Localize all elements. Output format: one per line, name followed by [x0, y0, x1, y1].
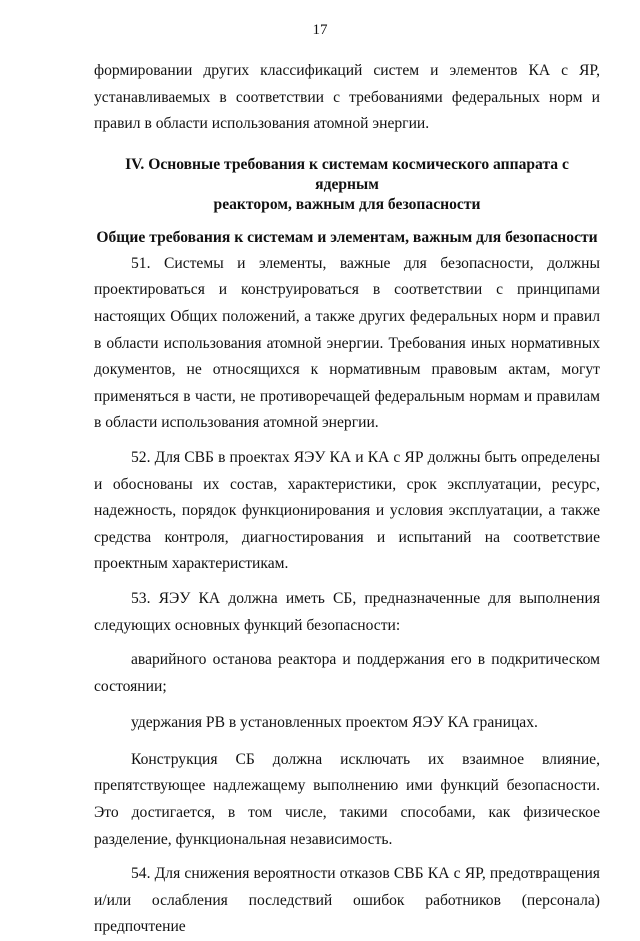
paragraph-design-independence: Конструкция СБ должна исключать их взаимное влияние, препятствующее надлежащему выполнению ими функций безопасности. Это достигается, в том числе, такими способами, как физическое разделение, функциональная независимость.: [94, 750, 600, 848]
section-heading-line1: IV. Основные требования к системам космического аппарата с ядерным: [125, 155, 569, 193]
subsection-heading: Общие требования к системам и элементам, важным для безопасности: [96, 228, 598, 246]
section-heading: [94, 155, 600, 215]
section-heading-line2: реактором, важным для безопасности: [213, 195, 481, 213]
continuation-paragraph: формировании других классификаций систем и элементов КА с ЯР, устанавливаемых в соответствии с требованиями федеральных норм и правил в области использования атомной энергии.: [94, 62, 600, 133]
paragraph-51: 51. Системы и элементы, важные для безопасности, должны проектироваться и конструироваться в соответствии с принципами настоящих Общих положений, а также других федеральных норм и правил в области использования атомной энергии. Требования иных нормативных документов, не относящихся к нормативным правовым актам, могут применяться в части, не противоречащей федеральным нормам и правилам в области использования атомной энергии.: [94, 254, 600, 432]
paragraph-52: 52. Для СВБ в проектах ЯЭУ КА и КА с ЯР должны быть определены и обоснованы их состав, характеристики, срок эксплуатации, ресурс, надежность, порядок функционирования и условия эксплуатации, а также средства контроля, диагностирования и испытаний на соответствие проектным характеристикам.: [94, 448, 600, 573]
page-number: 17: [312, 22, 328, 38]
paragraph-53: 53. ЯЭУ КА должна иметь СБ, предназначенные для выполнения следующих основных функций безопасности:: [94, 589, 600, 634]
document-body: [94, 58, 600, 941]
safety-function-item: удержания РВ в установленных проектом ЯЭУ КА границах.: [131, 714, 538, 732]
paragraph-54: 54. Для снижения вероятности отказов СВБ КА с ЯР, предотвращения и/или ослабления последствий ошибок работников (персонала) предпочтение: [94, 865, 600, 936]
safety-function-item: аварийного останова реактора и поддержания его в подкритическом состоянии;: [94, 651, 600, 695]
